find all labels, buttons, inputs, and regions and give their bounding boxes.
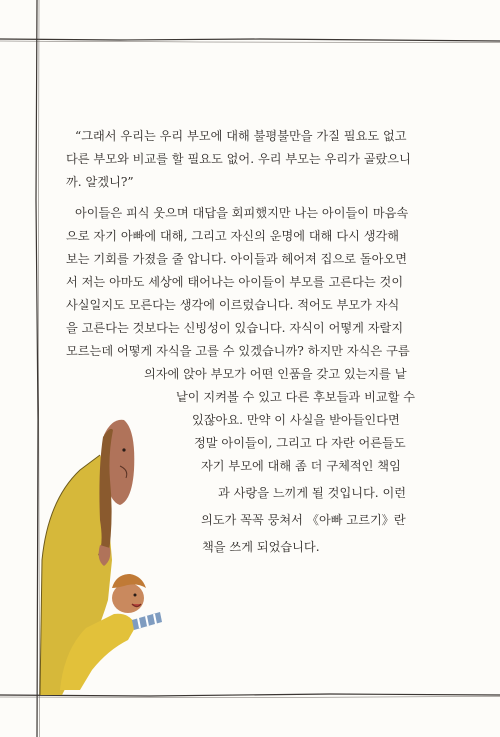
text-line: “그래서 우리는 우리 부모에 대해 불평불만을 가질 필요도 없고	[75, 129, 407, 143]
text-line: 으로 자기 아빠에 대해, 그리고 자신의 운명에 대해 다시 생각해	[66, 229, 400, 243]
text-line: 낱이 지켜볼 수 있고 다른 후보들과 비교할 수	[176, 390, 416, 404]
text-line: 다른 부모와 비교를 할 필요도 없어. 우리 부모는 우리가 골랐으니	[66, 152, 411, 166]
text-line: 의자에 앉아 부모가 어떤 인품을 갖고 있는지를 낱	[144, 367, 407, 381]
text-line: 책을 쓰게 되었습니다.	[202, 540, 320, 554]
text-line: 의도가 꼭꼭 뭉쳐서 《아빠 고르기》란	[201, 513, 406, 527]
text-line: 을 고른다는 것보다는 신빙성이 있습니다. 자식이 어떻게 자랄지	[66, 321, 404, 335]
text-line: 서 저는 아마도 세상에 태어나는 아이들이 부모를 고른다는 것이	[66, 275, 404, 289]
text-line: 과 사랑을 느끼게 될 것입니다. 이런	[218, 486, 407, 500]
text-line: 자기 부모에 대해 좀 더 구체적인 책임	[201, 459, 401, 473]
text-line: 있잖아요. 만약 이 사실을 받아들인다면	[192, 413, 400, 427]
text-line: 정말 아이들이, 그리고 다 자란 어른들도	[194, 436, 406, 450]
text-line: 사실일지도 모른다는 생각에 이르렀습니다. 적어도 부모가 자식	[66, 298, 400, 312]
text-line: 까. 알겠니?”	[66, 175, 134, 189]
text-line: 보는 기회를 가졌을 줄 압니다. 아이들과 헤어져 집으로 돌아오면	[66, 252, 407, 266]
text-line: 아이들은 피식 웃으며 대답을 회피했지만 나는 아이들이 마음속	[75, 206, 409, 220]
text-line: 모르는데 어떻게 자식을 고를 수 있겠습니까? 하지만 자식은 구름	[66, 344, 410, 358]
